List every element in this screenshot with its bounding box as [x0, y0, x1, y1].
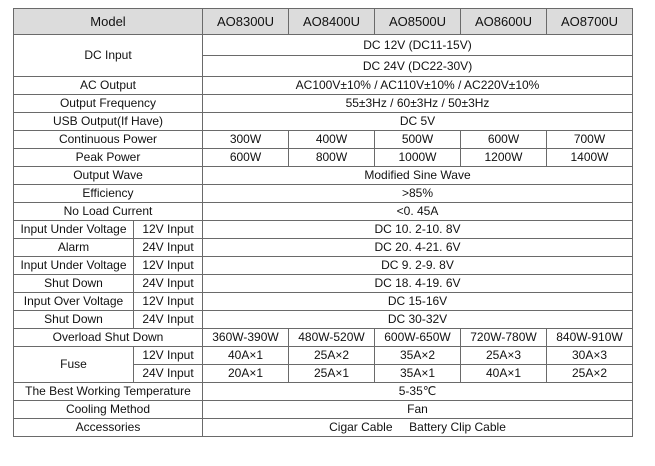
dc-input-12v: DC 12V (DC11-15V) [203, 35, 633, 56]
working-temperature-value: 5-35℃ [203, 383, 633, 401]
cooling-method-value: Fan [203, 401, 633, 419]
output-frequency-label: Output Frequency [14, 95, 203, 113]
peak-power-4: 1200W [461, 149, 547, 167]
continuous-power-4: 600W [461, 131, 547, 149]
uv-shutdown-sub-12v: 12V Input [134, 257, 203, 275]
ov-shutdown-row-1 [14, 293, 633, 311]
fuse-24v-2: 25A×1 [289, 365, 375, 383]
model-col-2: AO8400U [289, 9, 375, 35]
ov-shutdown-sub-24v: 24V Input [134, 311, 203, 329]
overload-shutdown-1: 360W-390W [203, 329, 289, 347]
uv-alarm-label-line1: Input Under Voltage [14, 221, 134, 239]
peak-power-label: Peak Power [14, 149, 203, 167]
uv-alarm-label-line2: Alarm [14, 239, 134, 257]
uv-alarm-sub-12v: 12V Input [134, 221, 203, 239]
fuse-12v-3: 35A×2 [375, 347, 461, 365]
uv-shutdown-label-line1: Input Under Voltage [14, 257, 134, 275]
dc-input-24v: DC 24V (DC22-30V) [203, 56, 633, 77]
overload-shutdown-2: 480W-520W [289, 329, 375, 347]
fuse-sub-12v: 12V Input [134, 347, 203, 365]
model-col-3: AO8500U [375, 9, 461, 35]
continuous-power-2: 400W [289, 131, 375, 149]
continuous-power-3: 500W [375, 131, 461, 149]
no-load-current-value: <0. 45A [203, 203, 633, 221]
model-col-4: AO8600U [461, 9, 547, 35]
overload-shutdown-row [14, 329, 633, 347]
dc-input-label: DC Input [14, 35, 203, 77]
model-col-5: AO8700U [547, 9, 633, 35]
output-frequency-row [14, 95, 633, 113]
ac-output-row [14, 77, 633, 95]
peak-power-row [14, 149, 633, 167]
efficiency-label: Efficiency [14, 185, 203, 203]
no-load-current-label: No Load Current [14, 203, 203, 221]
fuse-sub-24v: 24V Input [134, 365, 203, 383]
working-temperature-label: The Best Working Temperature [14, 383, 203, 401]
spec-table [13, 8, 633, 437]
uv-shutdown-row-1 [14, 257, 633, 275]
continuous-power-label: Continuous Power [14, 131, 203, 149]
continuous-power-1: 300W [203, 131, 289, 149]
uv-shutdown-label-line2: Shut Down [14, 275, 134, 293]
output-frequency-value: 55±3Hz / 60±3Hz / 50±3Hz [203, 95, 633, 113]
continuous-power-row [14, 131, 633, 149]
uv-alarm-row-1 [14, 221, 633, 239]
usb-output-value: DC 5V [203, 113, 633, 131]
header-row [14, 9, 633, 35]
efficiency-row [14, 185, 633, 203]
dc-input-row-1 [14, 35, 633, 56]
efficiency-value: >85% [203, 185, 633, 203]
fuse-24v-1: 20A×1 [203, 365, 289, 383]
uv-alarm-sub-24v: 24V Input [134, 239, 203, 257]
overload-shutdown-3: 600W-650W [375, 329, 461, 347]
accessories-label: Accessories [14, 419, 203, 437]
overload-shutdown-4: 720W-780W [461, 329, 547, 347]
uv-alarm-12v-value: DC 10. 2-10. 8V [203, 221, 633, 239]
usb-output-row [14, 113, 633, 131]
overload-shutdown-label: Overload Shut Down [14, 329, 203, 347]
cooling-method-label: Cooling Method [14, 401, 203, 419]
ac-output-value: AC100V±10% / AC110V±10% / AC220V±10% [203, 77, 633, 95]
peak-power-5: 1400W [547, 149, 633, 167]
model-col-1: AO8300U [203, 9, 289, 35]
model-header: Model [14, 9, 203, 35]
fuse-label: Fuse [14, 347, 134, 383]
continuous-power-5: 700W [547, 131, 633, 149]
working-temperature-row [14, 383, 633, 401]
output-wave-value: Modified Sine Wave [203, 167, 633, 185]
ov-shutdown-label-line2: Shut Down [14, 311, 134, 329]
uv-shutdown-24v-value: DC 18. 4-19. 6V [203, 275, 633, 293]
usb-output-label: USB Output(If Have) [14, 113, 203, 131]
fuse-12v-1: 40A×1 [203, 347, 289, 365]
output-wave-label: Output Wave [14, 167, 203, 185]
ov-shutdown-label-line1: Input Over Voltage [14, 293, 134, 311]
uv-shutdown-12v-value: DC 9. 2-9. 8V [203, 257, 633, 275]
fuse-row-12v [14, 347, 633, 365]
fuse-12v-5: 30A×3 [547, 347, 633, 365]
uv-alarm-24v-value: DC 20. 4-21. 6V [203, 239, 633, 257]
no-load-current-row [14, 203, 633, 221]
ov-shutdown-24v-value: DC 30-32V [203, 311, 633, 329]
output-wave-row [14, 167, 633, 185]
fuse-12v-2: 25A×2 [289, 347, 375, 365]
cooling-method-row [14, 401, 633, 419]
accessories-row [14, 419, 633, 437]
spec-sheet [13, 8, 633, 437]
ov-shutdown-sub-12v: 12V Input [134, 293, 203, 311]
fuse-24v-4: 40A×1 [461, 365, 547, 383]
accessories-value: Cigar Cable Battery Clip Cable [203, 419, 633, 437]
overload-shutdown-5: 840W-910W [547, 329, 633, 347]
peak-power-2: 800W [289, 149, 375, 167]
uv-alarm-row-2 [14, 239, 633, 257]
uv-shutdown-row-2 [14, 275, 633, 293]
ac-output-label: AC Output [14, 77, 203, 95]
fuse-12v-4: 25A×3 [461, 347, 547, 365]
fuse-24v-5: 25A×2 [547, 365, 633, 383]
uv-shutdown-sub-24v: 24V Input [134, 275, 203, 293]
fuse-24v-3: 35A×1 [375, 365, 461, 383]
peak-power-3: 1000W [375, 149, 461, 167]
peak-power-1: 600W [203, 149, 289, 167]
ov-shutdown-12v-value: DC 15-16V [203, 293, 633, 311]
ov-shutdown-row-2 [14, 311, 633, 329]
